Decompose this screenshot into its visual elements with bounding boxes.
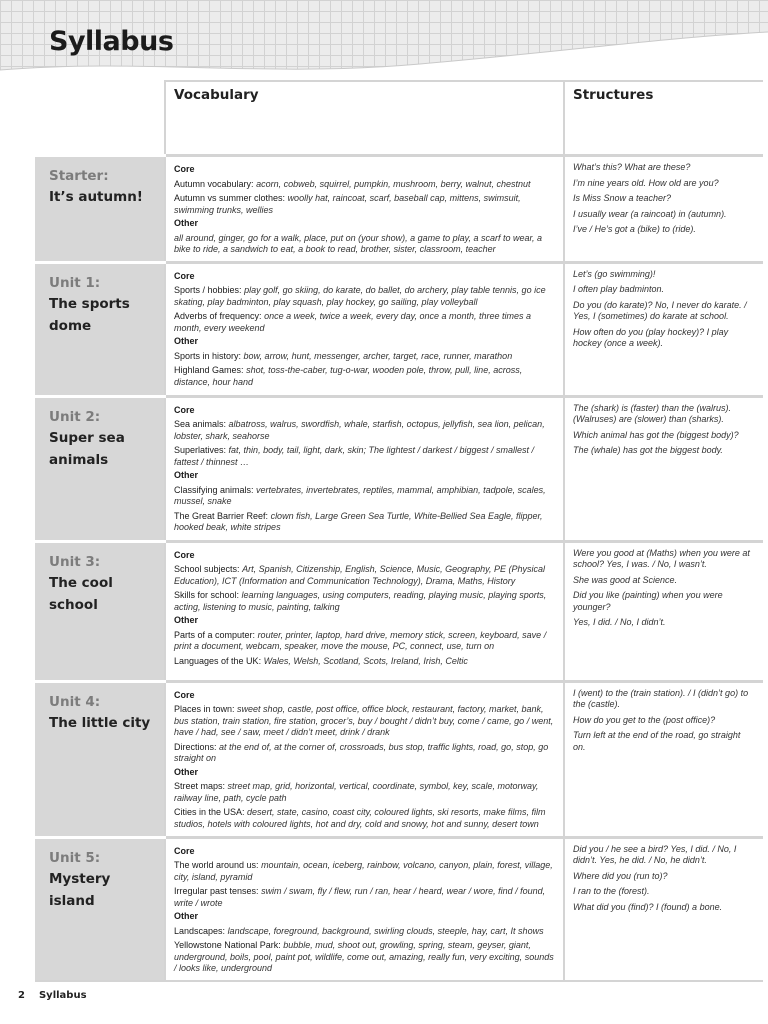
structure-line: Is Miss Snow a teacher? bbox=[573, 193, 672, 203]
vocab-line bbox=[174, 590, 555, 613]
page-footer bbox=[18, 990, 87, 1001]
vocab-topic-label: Yellowstone National Park: bbox=[174, 940, 281, 950]
structure-line: Did you / he see a bird? Yes, I did. / No, I didn’t. Yes, he did. / No, he didn’t. bbox=[573, 843, 737, 865]
vocab-topic-label: Parts of a computer: bbox=[174, 629, 256, 640]
vocab-line bbox=[174, 564, 555, 587]
vocab-topic-label: Street maps: bbox=[174, 781, 226, 791]
unit-title: Mystery island bbox=[49, 870, 111, 909]
vocab-topic-label: Irregular past tenses: bbox=[174, 886, 259, 896]
structure-line: Where did you (run to)? bbox=[573, 870, 668, 881]
vocab-items: albatross, walrus, swordfish, whale, starfish, octopus, jellyfish, sea lion, pelican, lobster, shark, seahorse bbox=[174, 419, 545, 441]
structures-header: Structures bbox=[564, 81, 763, 156]
structure-line: Which animal has got the (biggest body)? bbox=[573, 429, 739, 440]
structure-line: I’m nine years old. How old are you? bbox=[573, 177, 719, 188]
vocab-section-heading: Other bbox=[174, 911, 199, 921]
unit-row bbox=[35, 396, 763, 541]
structure-line: Did you like (painting) when you were younger? bbox=[573, 590, 723, 612]
unit-row bbox=[35, 837, 763, 981]
structure-line: I’ve / He’s got a (bike) to (ride). bbox=[573, 224, 696, 234]
structure-line: How do you get to the (post office)? bbox=[573, 714, 716, 725]
vocab-items: bubble, mud, shoot out, growling, spring, steam, geyser, giant, underground, boils, pool, paint pot, wildlife, come out, amazing, really fun, very exciting, sounds / looks like, underground bbox=[174, 940, 554, 973]
vocabulary-header: Vocabulary bbox=[165, 81, 564, 156]
vocab-line bbox=[174, 365, 555, 388]
structures-cell bbox=[564, 156, 763, 263]
vocab-topic-label: Places in town: bbox=[174, 704, 235, 714]
structure-line: I usually wear (a raincoat) in (autumn). bbox=[573, 208, 727, 219]
vocabulary-cell bbox=[165, 396, 564, 541]
units-body bbox=[35, 156, 763, 981]
vocab-line bbox=[174, 630, 555, 653]
unit-number: Starter: bbox=[49, 168, 109, 184]
vocab-items: learning languages, using computers, reading, playing music, playing sports, acting, listening to music, painting, talking bbox=[174, 590, 547, 612]
vocab-topic-label: Adverbs of frequency: bbox=[174, 311, 262, 321]
structures-cell bbox=[564, 541, 763, 681]
vocab-section-heading: Core bbox=[174, 164, 195, 174]
vocab-line bbox=[174, 193, 555, 216]
vocab-line bbox=[174, 886, 555, 909]
unit-title: The sports dome bbox=[49, 295, 130, 334]
vocabulary-cell bbox=[165, 262, 564, 396]
structure-line: She was good at Science. bbox=[573, 574, 678, 585]
vocab-line bbox=[174, 485, 555, 508]
structure-line: What did you (find)? I (found) a bone. bbox=[573, 901, 723, 912]
unit-cell bbox=[35, 541, 165, 681]
header-blank-cell bbox=[35, 81, 165, 156]
vocab-items: landscape, foreground, background, swirling clouds, steeple, hay, cart, It shows bbox=[227, 925, 544, 936]
unit-number: Unit 5: bbox=[49, 849, 101, 866]
vocab-section-heading: Other bbox=[174, 766, 199, 777]
vocab-line bbox=[174, 704, 555, 739]
structure-line: I often play badminton. bbox=[573, 284, 665, 294]
structure-line: Do you (do karate)? No, I never do karate. / Yes, I (sometimes) do karate at school. bbox=[573, 299, 747, 321]
vocab-topic-label: The world around us: bbox=[174, 860, 259, 870]
footer-label: Syllabus bbox=[38, 990, 87, 1001]
structure-line: The (whale) has got the biggest body. bbox=[573, 445, 723, 455]
vocab-line bbox=[174, 179, 555, 191]
vocab-items: once a week, twice a week, every day, once a month, three times a month, every weekend bbox=[174, 311, 532, 333]
syllabus-table bbox=[35, 80, 763, 982]
vocab-items: play golf, go skiing, do karate, do ballet, do archery, play table tennis, go ice skating, play badminton, play squash, play hockey, go sailing, play volleyball bbox=[174, 285, 546, 307]
vocab-topic-label: Classifying animals: bbox=[174, 484, 254, 495]
structure-line: What’s this? What are these? bbox=[573, 162, 691, 172]
vocab-line bbox=[174, 233, 555, 256]
vocab-line bbox=[174, 940, 555, 975]
structure-line: The (shark) is (faster) than the (walrus). (Walruses) are (slower) than (sharks). bbox=[573, 402, 732, 424]
vocab-items: swim / swam, fly / flew, run / ran, hear / heard, wear / wore, find / found, write / wrote bbox=[174, 886, 546, 908]
unit-row bbox=[35, 156, 763, 263]
vocab-items: street map, grid, horizontal, vertical, coordinate, symbol, key, scale, motorway, railway line, path, cycle path bbox=[174, 781, 539, 803]
vocab-topic-label: Highland Games: bbox=[174, 365, 244, 375]
vocab-items: router, printer, laptop, hard drive, memory stick, screen, keyboard, save / print a document, webcam, speaker, move the mouse, PC, connect, use, turn on bbox=[174, 629, 547, 651]
vocab-line bbox=[174, 285, 555, 308]
vocab-topic-label: Languages of the UK: bbox=[174, 655, 262, 666]
vocab-line bbox=[174, 311, 555, 334]
structures-cell bbox=[564, 262, 763, 396]
vocab-items: at the end of, at the corner of, crossroads, bus stop, traffic lights, road, go, stop, go straight on bbox=[174, 741, 549, 763]
vocab-section-heading: Core bbox=[174, 270, 195, 281]
unit-number: Unit 4: bbox=[49, 693, 101, 710]
vocab-section-heading: Other bbox=[174, 218, 199, 228]
unit-number: Unit 3: bbox=[49, 553, 101, 570]
structure-line: Turn left at the end of the road, go straight on. bbox=[573, 730, 741, 752]
unit-cell bbox=[35, 262, 165, 396]
structure-line: Yes, I did. / No, I didn’t. bbox=[573, 617, 666, 627]
structure-line: Were you good at (Maths) when you were at school? Yes, I was. / No, I wasn’t. bbox=[573, 547, 750, 569]
vocab-items: acorn, cobweb, squirrel, pumpkin, mushroom, berry, walnut, chestnut bbox=[256, 178, 531, 189]
vocab-topic-label: Sports in history: bbox=[174, 350, 242, 361]
vocab-items: desert, state, casino, coast city, coloured lights, ski resorts, make films, film studios, hotels with coloured lights, hot and dry, cold and snowy, hot and sunny, desert town bbox=[174, 807, 546, 829]
vocab-items: bow, arrow, hunt, messenger, archer, target, race, runner, marathon bbox=[243, 350, 513, 361]
vocab-section-heading: Other bbox=[174, 336, 199, 346]
vocab-line bbox=[174, 351, 555, 363]
unit-row bbox=[35, 681, 763, 837]
vocab-section-heading: Other bbox=[174, 615, 199, 625]
unit-cell bbox=[35, 837, 165, 981]
table-header-row bbox=[35, 81, 763, 156]
vocab-section-heading: Other bbox=[174, 470, 199, 480]
vocab-section-heading: Core bbox=[174, 689, 195, 700]
vocab-topic-label: Autumn vs summer clothes: bbox=[174, 193, 286, 203]
vocab-items: fat, thin, body, tail, light, dark, skin; The lightest / darkest / biggest / smallest / fattest / thinnest … bbox=[174, 445, 535, 467]
structure-line: I ran to the (forest). bbox=[573, 886, 650, 896]
vocab-line bbox=[174, 419, 555, 442]
vocab-section-heading: Core bbox=[174, 845, 195, 856]
vocab-topic-label: The Great Barrier Reef: bbox=[174, 510, 269, 521]
vocab-line bbox=[174, 807, 555, 830]
unit-number: Unit 1: bbox=[49, 274, 101, 291]
unit-cell bbox=[35, 396, 165, 541]
unit-cell bbox=[35, 156, 165, 263]
vocab-topic-label: Landscapes: bbox=[174, 925, 226, 936]
vocab-topic-label: Skills for school: bbox=[174, 590, 240, 600]
unit-number: Unit 2: bbox=[49, 408, 101, 425]
vocab-items: Wales, Welsh, Scotland, Scots, Ireland, Irish, Celtic bbox=[263, 655, 468, 666]
vocab-line bbox=[174, 656, 555, 668]
vocab-items: mountain, ocean, iceberg, rainbow, volcano, canyon, plain, forest, village, city, island, pyramid bbox=[174, 860, 553, 882]
structures-cell bbox=[564, 396, 763, 541]
unit-cell bbox=[35, 681, 165, 837]
vocab-line bbox=[174, 781, 555, 804]
vocab-items: shot, toss-the-caber, tug-o-war, wooden pole, throw, pull, line, across, distance, hour hand bbox=[174, 365, 523, 387]
vocab-line bbox=[174, 860, 555, 883]
vocabulary-cell bbox=[165, 156, 564, 263]
structures-cell bbox=[564, 681, 763, 837]
unit-row bbox=[35, 262, 763, 396]
structure-line: Let’s (go swimming)! bbox=[573, 268, 656, 279]
vocab-line bbox=[174, 742, 555, 765]
vocab-items: vertebrates, invertebrates, reptiles, mammal, amphibian, tadpole, scales, mussel, snake bbox=[174, 484, 546, 506]
vocab-items: sweet shop, castle, post office, office block, restaurant, factory, market, bank, bus station, train station, fire station, grocer’s, buy / bought / didn’t buy, come / came, go / went, have / had, see / saw, meet / didn’t meet, drink / drank bbox=[174, 704, 554, 737]
vocab-topic-label: Cities in the USA: bbox=[174, 807, 245, 817]
unit-title: Super sea animals bbox=[49, 429, 125, 468]
unit-title: The cool school bbox=[49, 574, 113, 613]
structures-cell bbox=[564, 837, 763, 981]
vocab-topic-label: Sea animals: bbox=[174, 419, 227, 429]
vocabulary-cell bbox=[165, 541, 564, 681]
structure-line: I (went) to the (train station). / I (didn’t go) to the (castle). bbox=[573, 687, 749, 709]
vocab-line bbox=[174, 445, 555, 468]
vocab-topic-label: Directions: bbox=[174, 741, 217, 752]
vocab-topic-label: Autumn vocabulary: bbox=[174, 178, 254, 189]
vocab-items: woolly hat, raincoat, scarf, baseball cap, mittens, swimsuit, swimming trunks, wellies bbox=[174, 193, 521, 215]
vocab-items: clown fish, Large Green Sea Turtle, White-Bellied Sea Eagle, flipper, hooked beak, white stripes bbox=[174, 510, 543, 532]
vocab-line bbox=[174, 511, 555, 534]
page-title: Syllabus bbox=[49, 26, 174, 57]
vocab-line bbox=[174, 926, 555, 938]
vocab-section-heading: Core bbox=[174, 549, 195, 560]
vocab-section-heading: Core bbox=[174, 404, 195, 415]
structure-line: How often do you (play hockey)? I play hockey (once a week). bbox=[573, 326, 729, 348]
unit-row bbox=[35, 541, 763, 681]
vocab-topic-label: Superlatives: bbox=[174, 445, 227, 455]
vocabulary-cell bbox=[165, 681, 564, 837]
page-number: 2 bbox=[18, 990, 25, 1001]
unit-title: The little city bbox=[49, 714, 151, 731]
vocab-items: all around, ginger, go for a walk, place, put on (your show), a game to play, a scarf to wear, a bike to ride, a sandwich to eat, a book to read, brother, sister, classroom, teacher bbox=[174, 232, 543, 254]
vocabulary-cell bbox=[165, 837, 564, 981]
vocab-topic-label: School subjects: bbox=[174, 564, 240, 574]
vocab-topic-label: Sports / hobbies: bbox=[174, 285, 242, 295]
vocab-items: Art, Spanish, Citizenship, English, Science, Music, Geography, PE (Physical Education), ICT (Information and Communication Technology), Drama, Maths, History bbox=[174, 564, 546, 586]
unit-title: It’s autumn! bbox=[49, 189, 143, 205]
